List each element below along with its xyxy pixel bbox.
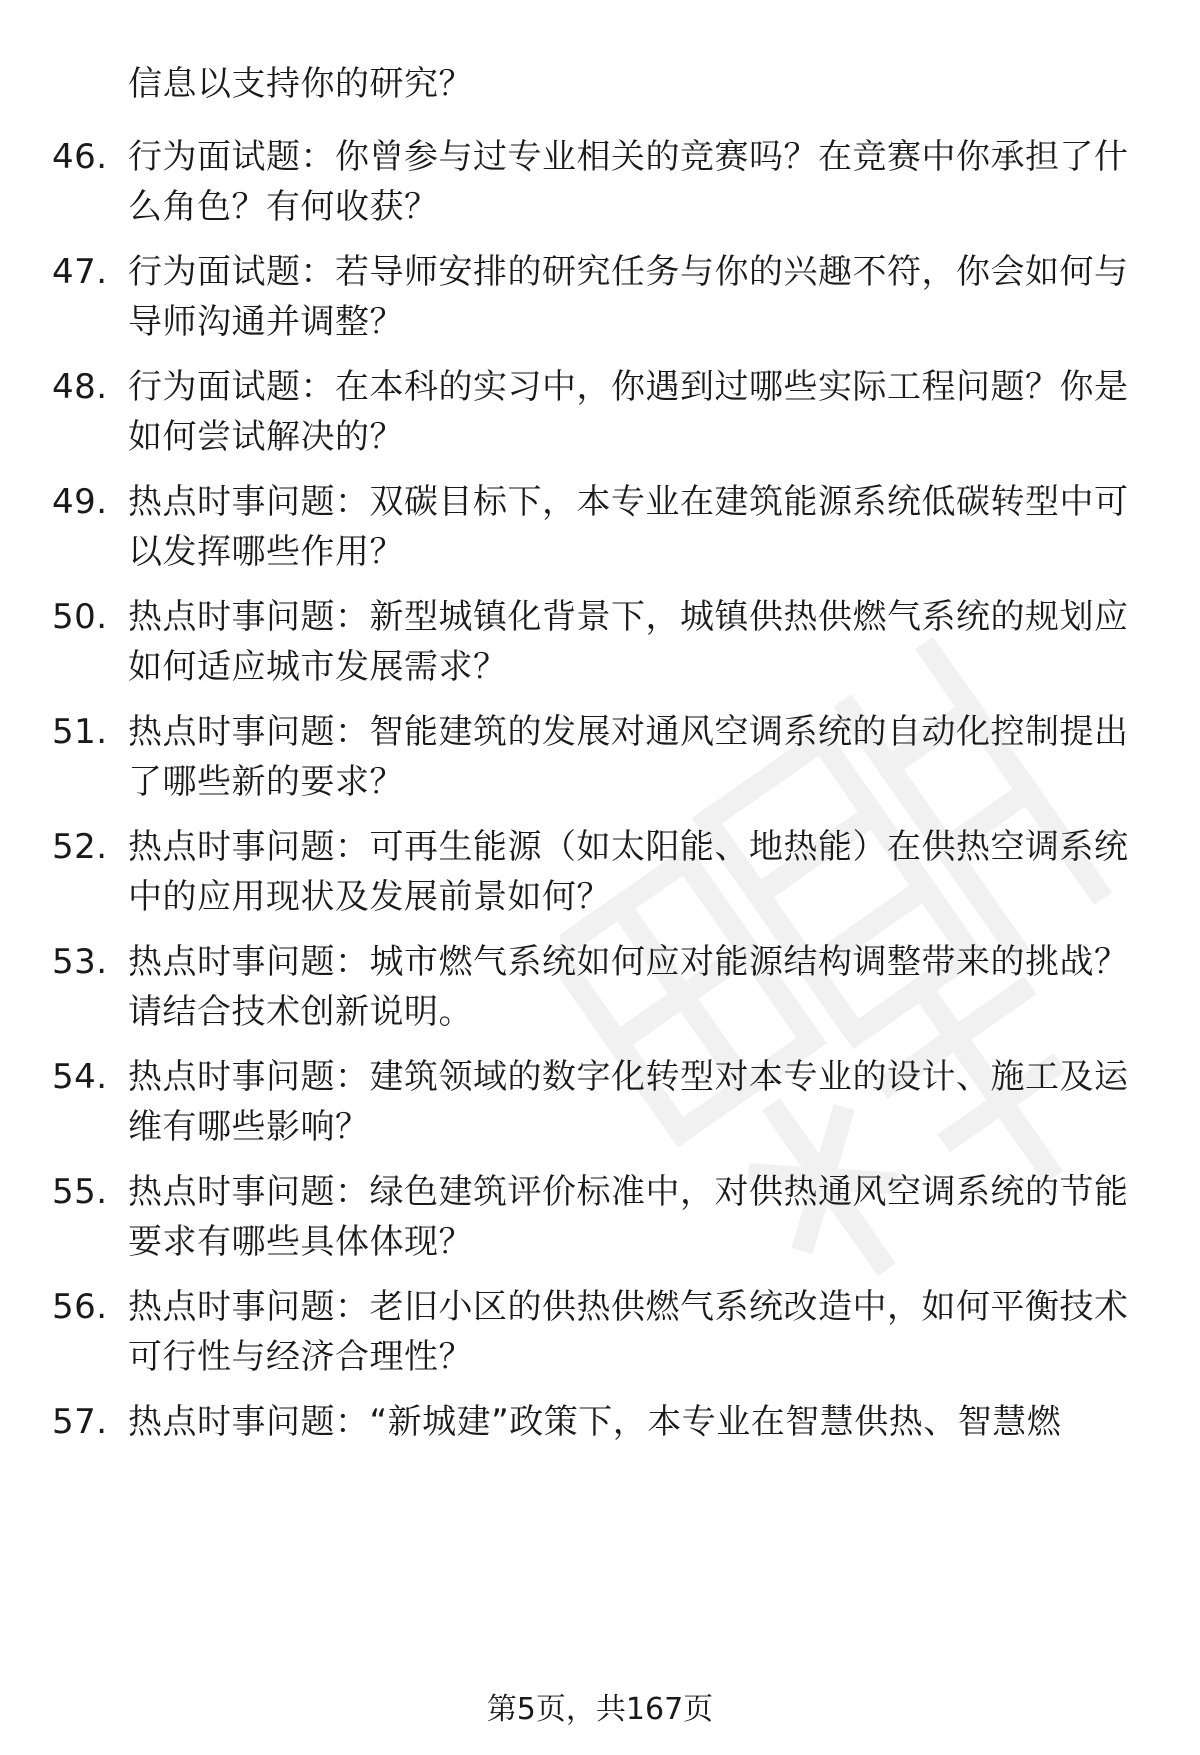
question-number: 54. — [52, 1057, 108, 1097]
continuation-text: 信息以支持你的研究？ — [128, 64, 473, 104]
question-text: 热点时事问题：智能建筑的发展对通风空调系统的自动化控制提出了哪些新的要求？ — [128, 712, 1129, 802]
question-number: 56. — [52, 1287, 108, 1327]
question-number: 53. — [52, 942, 108, 982]
question-item — [0, 477, 1200, 577]
question-text: 热点时事问题：可再生能源（如太阳能、地热能）在供热空调系统中的应用现状及发展前景如何？ — [128, 827, 1129, 917]
question-text: 热点时事问题：“新城建”政策下，本专业在智慧供热、智慧燃 — [128, 1402, 1062, 1442]
question-item — [0, 937, 1200, 1037]
question-item — [0, 1167, 1200, 1267]
question-item — [0, 1052, 1200, 1152]
question-number: 46. — [52, 137, 108, 177]
question-item — [0, 132, 1200, 232]
question-number: 57. — [52, 1402, 108, 1442]
question-text: 热点时事问题：新型城镇化背景下，城镇供热供燃气系统的规划应如何适应城市发展需求？ — [128, 597, 1129, 687]
question-item — [0, 1282, 1200, 1382]
question-item — [0, 247, 1200, 347]
question-number: 52. — [52, 827, 108, 867]
question-text: 行为面试题：若导师安排的研究任务与你的兴趣不符，你会如何与导师沟通并调整？ — [128, 252, 1129, 342]
question-item — [0, 822, 1200, 922]
question-item — [0, 1397, 1200, 1497]
question-text: 热点时事问题：双碳目标下，本专业在建筑能源系统低碳转型中可以发挥哪些作用？ — [128, 482, 1129, 572]
question-text: 热点时事问题：老旧小区的供热供燃气系统改造中，如何平衡技术可行性与经济合理性？ — [128, 1287, 1129, 1377]
question-text: 热点时事问题：城市燃气系统如何应对能源结构调整带来的挑战？请结合技术创新说明。 — [128, 942, 1129, 1032]
question-number: 51. — [52, 712, 108, 752]
question-text: 热点时事问题：绿色建筑评价标准中，对供热通风空调系统的节能要求有哪些具体体现？ — [128, 1172, 1129, 1262]
question-text: 行为面试题：在本科的实习中，你遇到过哪些实际工程问题？你是如何尝试解决的？ — [128, 367, 1129, 457]
question-item — [0, 707, 1200, 807]
question-number: 55. — [52, 1172, 108, 1212]
question-number: 48. — [52, 367, 108, 407]
question-text: 热点时事问题：建筑领域的数字化转型对本专业的设计、施工及运维有哪些影响？ — [128, 1057, 1129, 1147]
question-number: 49. — [52, 482, 108, 522]
question-number: 50. — [52, 597, 108, 637]
question-item — [0, 592, 1200, 692]
question-number: 47. — [52, 252, 108, 292]
question-text: 行为面试题：你曾参与过专业相关的竞赛吗？在竞赛中你承担了什么角色？有何收获？ — [128, 137, 1129, 227]
question-item — [0, 362, 1200, 462]
page-footer: 第5页，共167页 — [486, 1692, 714, 1727]
